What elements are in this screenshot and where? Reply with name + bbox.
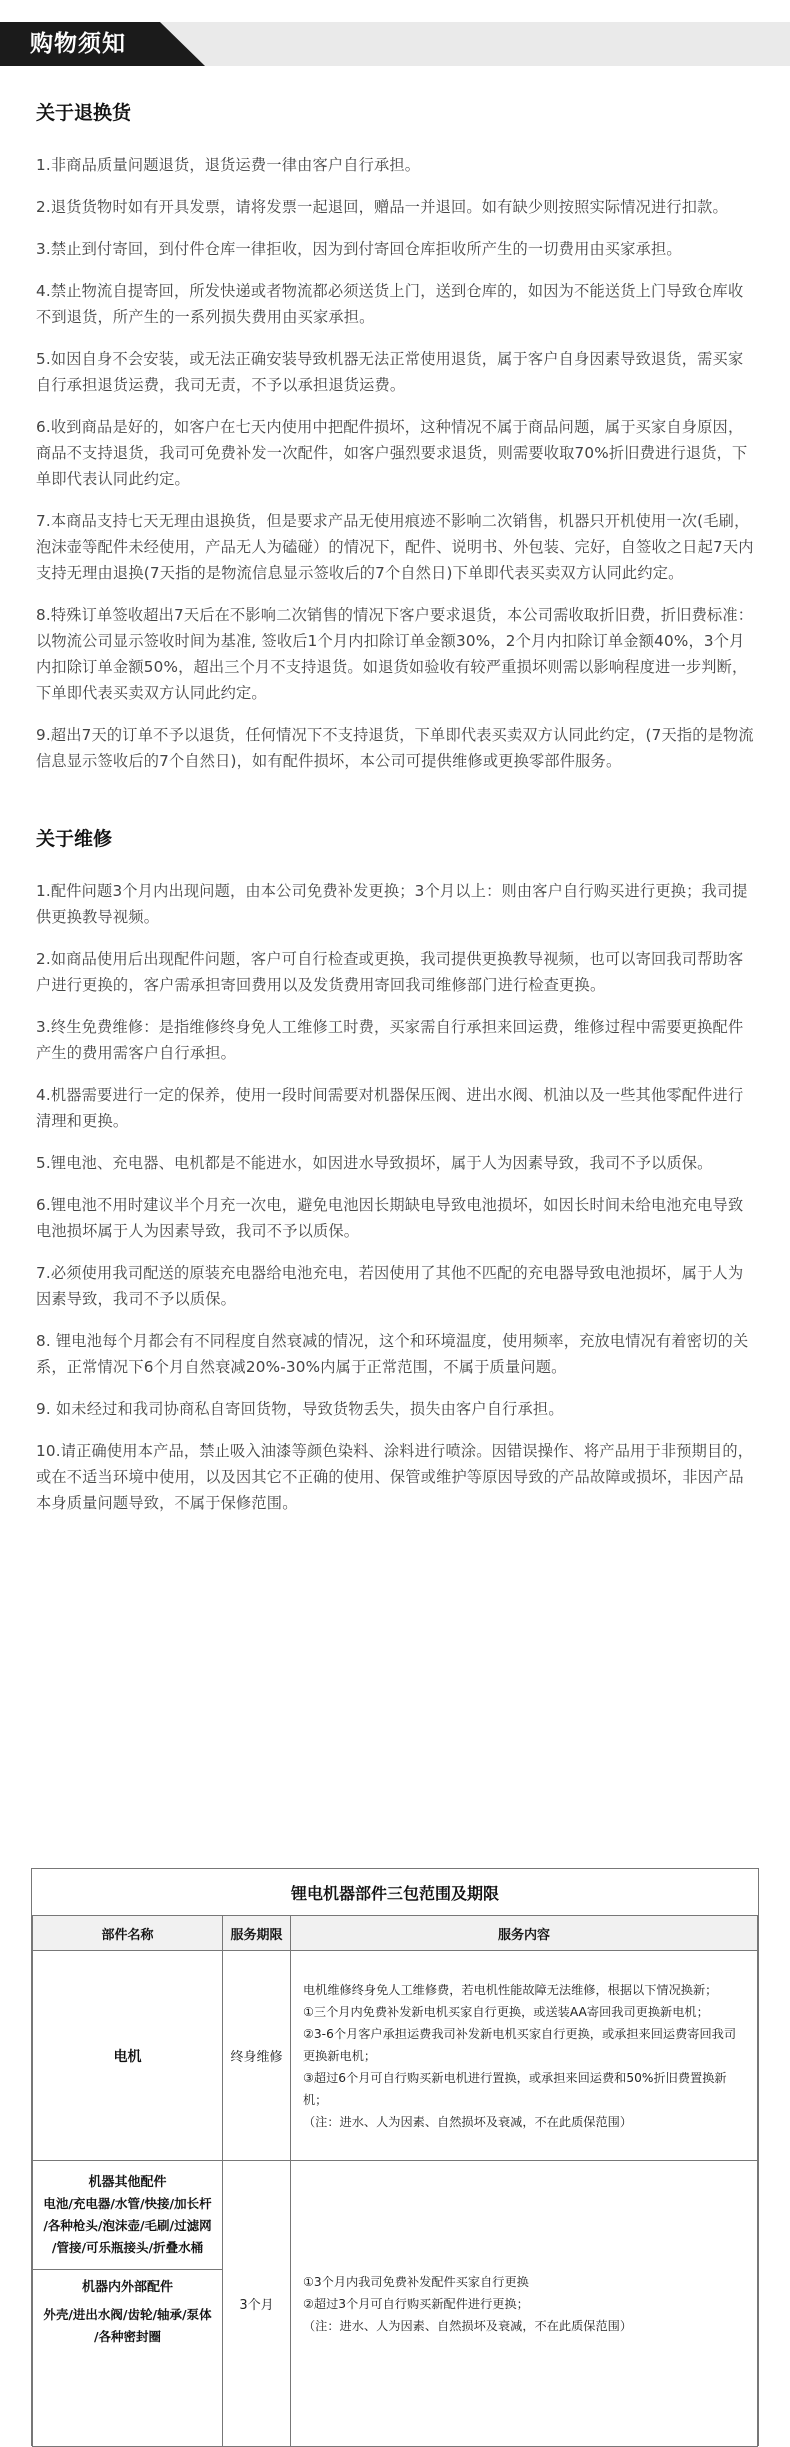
parts-group1-item: /管接/可乐瓶接头/折叠水桶 <box>51 2240 204 2255</box>
parts-group1-item: /各种枪头/泡沫壶/毛刷/过滤网 <box>43 2218 212 2233</box>
returns-item: 3.禁止到付寄回，到付件仓库一律拒收，因为到付寄回仓库拒收所产生的一切费用由买家承担。 <box>36 240 682 258</box>
period-parts: 3个月 <box>223 2161 291 2447</box>
motor-content-line: 电机维修终身免人工维修费，若电机性能故障无法维修，根据以下情况换新； <box>303 1982 718 1997</box>
repair-item: 6.锂电池不用时建议半个月充一次电，避免电池因长期缺电导致电池损坏，如因长时间未给电池充电导致电池损坏属于人为因素导致，我司不予以质保。 <box>36 1196 744 1240</box>
motor-content-line: （注：进水、人为因素、自然损坏及衰减，不在此质保范围） <box>303 2114 633 2129</box>
repair-item: 9. 如未经过和我司协商私自寄回货物，导致货物丢失，损失由客户自行承担。 <box>36 1400 564 1418</box>
motor-content-line: ②3-6个月客户承担运费我司补发新电机买家自行更换，或承担来回运费寄回我司更换新电机； <box>303 2026 737 2063</box>
table-row-motor <box>33 1951 758 2161</box>
returns-item: 6.收到商品是好的，如客户在七天内使用中把配件损坏，这种情况不属于商品问题，属于买家自身原因，商品不支持退货，我司可免费补发一次配件，如客户强烈要求退货，则需要收取70%折旧费进行退货，下单即代表认同此约定。 <box>36 418 748 488</box>
notice-content <box>36 100 756 1532</box>
repair-item: 2.如商品使用后出现配件问题，客户可自行检查或更换，我司提供更换教导视频，也可以寄回我司帮助客户进行更换的，客户需承担寄回费用以及发货费用寄回我司维修部门进行检查更换。 <box>36 950 744 994</box>
returns-item: 4.禁止物流自提寄回，所发快递或者物流都必须送货上门，送到仓库的，如因为不能送货上门导致仓库收不到退货，所产生的一系列损失费用由买家承担。 <box>36 282 744 326</box>
parts-group2-item: /各种密封圈 <box>93 2329 162 2344</box>
warranty-table-title: 锂电机器部件三包范围及期限 <box>33 1869 758 1916</box>
content-parts <box>291 2161 758 2447</box>
col-header-service-content: 服务内容 <box>291 1916 758 1951</box>
motor-content-line: ③超过6个月可自行购买新电机进行置换，或承担来回运费和50%折旧费置换新机； <box>303 2070 727 2107</box>
parts-content-line: （注：进水、人为因素、自然损坏及衰减，不在此质保范围） <box>303 2318 633 2333</box>
returns-item: 9.超出7天的订单不予以退货，任何情况下不支持退货，下单即代表买卖双方认同此约定，(7天指的是物流信息显示签收后的7个自然日)，如有配件损坏，本公司可提供维修或更换零部件服务。 <box>36 726 754 770</box>
returns-item: 1.非商品质量问题退货，退货运费一律由客户自行承担。 <box>36 156 421 174</box>
repair-item: 7.必须使用我司配送的原装充电器给电池充电，若因使用了其他不匹配的充电器导致电池损坏，属于人为因素导致，我司不予以质保。 <box>36 1264 744 1308</box>
returns-section-title: 关于退换货 <box>36 102 132 124</box>
repair-item: 5.锂电池、充电器、电机都是不能进水，如因进水导致损坏，属于人为因素导致，我司不予以质保。 <box>36 1154 713 1172</box>
repair-item: 8. 锂电池每个月都会有不同程度自然衰减的情况，这个和环境温度，使用频率，充放电情况有着密切的关系，正常情况下6个月自然衰减20%-30%内属于正常范围，不属于质量问题。 <box>36 1332 749 1376</box>
table-row-parts <box>33 2161 758 2447</box>
repair-section-title: 关于维修 <box>36 828 113 850</box>
content-motor <box>291 1951 758 2161</box>
returns-item: 2.退货货物时如有开具发票，请将发票一起退回，赠品一并退回。如有缺少则按照实际情况进行扣款。 <box>36 198 728 216</box>
parts-group1-title: 机器其他配件 <box>88 2175 167 2190</box>
parts-group1-item: 电池/充电器/水管/快接/加长杆 <box>43 2196 212 2211</box>
repair-item: 10.请正确使用本产品，禁止吸入油漆等颜色染料、涂料进行喷涂。因错误操作、将产品用于非预期目的，或在不适当环境中使用，以及因其它不正确的使用、保管或维护等原因导致的产品故障或损坏，非因产品本身质量问题导致，不属于保修范围。 <box>36 1442 754 1512</box>
repair-item: 1.配件问题3个月内出现问题，由本公司免费补发更换；3个月以上：则由客户自行购买进行更换；我司提供更换教导视频。 <box>36 882 748 926</box>
parts-group2-items <box>33 2304 222 2348</box>
page-title: 购物须知 <box>30 31 126 57</box>
warranty-table <box>31 1868 759 2446</box>
returns-item: 5.如因自身不会安装，或无法正确安装导致机器无法正常使用退货，属于客户自身因素导致退货，需买家自行承担退货运费，我司无责，不予以承担退货运费。 <box>36 350 744 394</box>
parts-content-line: ①3个月内我司免费补发配件买家自行更换 <box>303 2274 529 2289</box>
parts-divider <box>33 2269 222 2270</box>
col-header-part-name: 部件名称 <box>33 1916 223 1951</box>
col-header-service-period: 服务期限 <box>223 1916 291 1951</box>
repair-item: 3.终生免费维修：是指维修终身免人工维修工时费，买家需自行承担来回运费，维修过程中需要更换配件产生的费用需客户自行承担。 <box>36 1018 744 1062</box>
parts-group2-item: 外壳/进出水阀/齿轮/轴承/泵体 <box>43 2307 212 2322</box>
parts-group2-title: 机器内外部配件 <box>81 2280 173 2295</box>
parts-content-line: ②超过3个月可自行购买新配件进行更换； <box>303 2296 529 2311</box>
returns-item: 8.特殊订单签收超出7天后在不影响二次销售的情况下客户要求退货，本公司需收取折旧费，折旧费标准：以物流公司显示签收时间为基准, 签收后1个月内扣除订单金额30%，2个月内扣除订单金额40%，3个月内扣除订单金额50%，超出三个月不支持退货。如退货如验收有较严重损坏则需以影响程度进一步判断，下单即代表买卖双方认同此约定。 <box>36 606 754 702</box>
returns-list <box>36 152 756 774</box>
part-name-parts <box>33 2161 223 2447</box>
returns-item: 7.本商品支持七天无理由退换货，但是要求产品无使用痕迹不影响二次销售，机器只开机使用一次(毛刷，泡沫壶等配件未经使用，产品无人为磕碰）的情况下，配件、说明书、外包装、完好，自签收之日起7天内支持无理由退换(7天指的是物流信息显示签收后的7个自然日)下单即代表买卖双方认同此约定。 <box>36 512 754 582</box>
motor-content-line: ①三个月内免费补发新电机买家自行更换，或送装AA寄回我司更换新电机； <box>303 2004 709 2019</box>
repair-item: 4.机器需要进行一定的保养，使用一段时间需要对机器保压阀、进出水阀、机油以及一些其他零配件进行清理和更换。 <box>36 1086 744 1130</box>
parts-group1-items <box>33 2193 222 2259</box>
part-name-motor: 电机 <box>33 1951 223 2161</box>
period-motor: 终身维修 <box>223 1951 291 2161</box>
repair-list <box>36 878 756 1516</box>
